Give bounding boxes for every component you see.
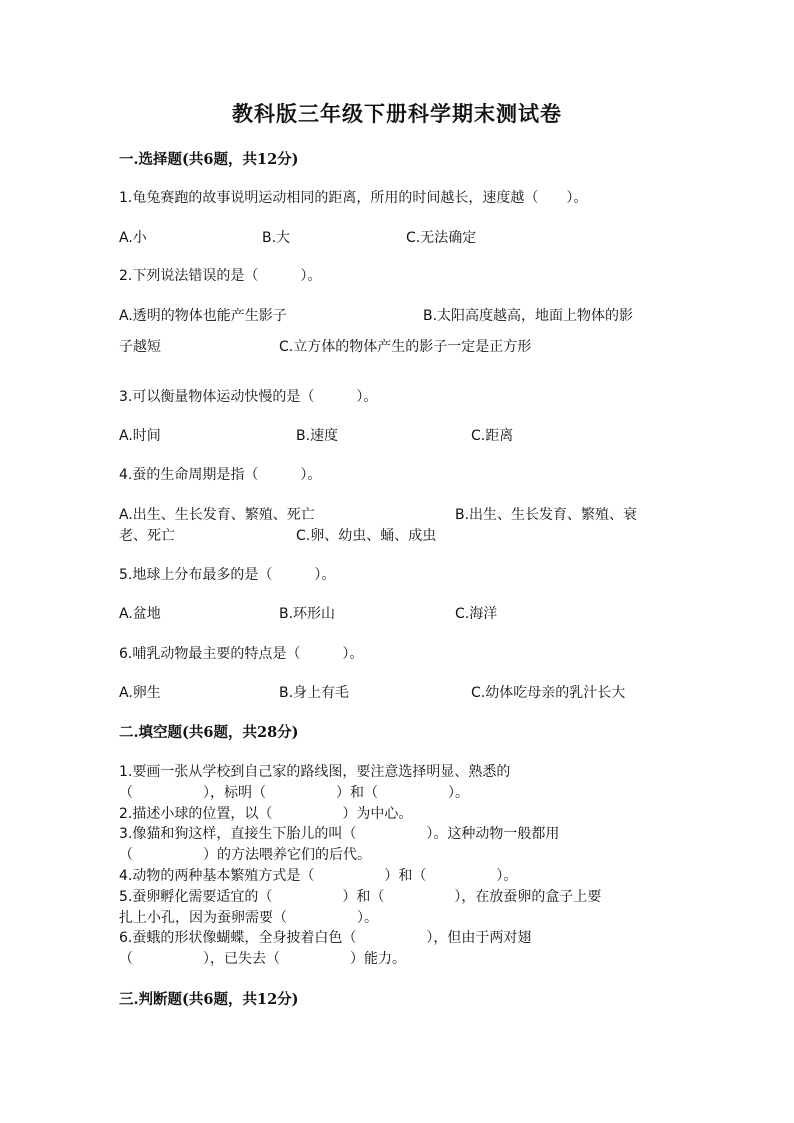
question-2-option-b-continued: 子越短 <box>119 339 161 355</box>
question-1-stem: 1.龟兔赛跑的故事说明运动相同的距离，所用的时间越长，速度越（ ）。 <box>119 190 588 206</box>
question-4-option-c: C.卵、幼虫、蛹、成虫 <box>296 528 437 544</box>
question-6-stem: 6.哺乳动物最主要的特点是（ ）。 <box>119 646 364 662</box>
fill-line: 3.像猫和狗这样，直接生下胎儿的叫（ ）。这种动物一般都用 <box>119 826 560 842</box>
question-4-option-a: A.出生、生长发育、繁殖、死亡 <box>119 507 315 523</box>
question-5-option-a: A.盆地 <box>119 606 161 622</box>
question-6-option-a: A.卵生 <box>119 685 161 701</box>
question-3-option-c: C.距离 <box>471 428 514 444</box>
question-5-stem: 5.地球上分布最多的是（ ）。 <box>119 567 336 583</box>
question-2-stem: 2.下列说法错误的是（ ）。 <box>119 268 322 284</box>
question-2-option-b: B.太阳高度越高，地面上物体的影 <box>423 308 634 324</box>
section-heading-fill-blank: 二.填空题(共6题，共28分) <box>119 724 299 741</box>
question-6-option-c: C.幼体吃母亲的乳汁长大 <box>471 685 626 701</box>
fill-line: 2.描述小球的位置，以（ ）为中心。 <box>119 806 413 822</box>
section-heading-choice: 一.选择题(共6题，共12分) <box>119 151 299 168</box>
question-3-option-b: B.速度 <box>296 428 339 444</box>
fill-line: 6.蚕蛾的形状像蝴蝶，全身披着白色（ ），但由于两对翅 <box>119 930 532 946</box>
question-5-option-c: C.海洋 <box>455 606 498 622</box>
fill-line: （ ）的方法喂养它们的后代。 <box>119 847 371 863</box>
question-1-option-b: B.大 <box>262 230 291 246</box>
question-2-option-c: C.立方体的物体产生的影子一定是正方形 <box>279 339 532 355</box>
question-1-option-c: C.无法确定 <box>406 230 477 246</box>
fill-line: 5.蚕卵孵化需要适宜的（ ）和（ ），在放蚕卵的盒子上要 <box>119 889 602 905</box>
question-4-option-b-continued: 老、死亡 <box>119 528 175 544</box>
fill-line: 扎上小孔，因为蚕卵需要（ ）。 <box>119 910 378 926</box>
fill-line: （ ），标明（ ）和（ ）。 <box>119 785 469 801</box>
page-title: 教科版三年级下册科学期末测试卷 <box>232 101 562 126</box>
question-4-stem: 4.蚕的生命周期是指（ ）。 <box>119 467 322 483</box>
question-3-option-a: A.时间 <box>119 428 161 444</box>
section-heading-true-false: 三.判断题(共6题，共12分) <box>119 991 299 1008</box>
question-2-option-a: A.透明的物体也能产生影子 <box>119 308 287 324</box>
question-6-option-b: B.身上有毛 <box>279 685 350 701</box>
fill-line: （ ），已失去（ ）能力。 <box>119 951 406 967</box>
fill-line: 1.要画一张从学校到自己家的路线图，要注意选择明显、熟悉的 <box>119 764 511 780</box>
question-4-option-b: B.出生、生长发育、繁殖、衰 <box>455 507 638 523</box>
fill-line: 4.动物的两种基本繁殖方式是（ ）和（ ）。 <box>119 868 518 884</box>
question-1-option-a: A.小 <box>119 230 147 246</box>
question-5-option-b: B.环形山 <box>279 606 336 622</box>
question-3-stem: 3.可以衡量物体运动快慢的是（ ）。 <box>119 389 378 405</box>
